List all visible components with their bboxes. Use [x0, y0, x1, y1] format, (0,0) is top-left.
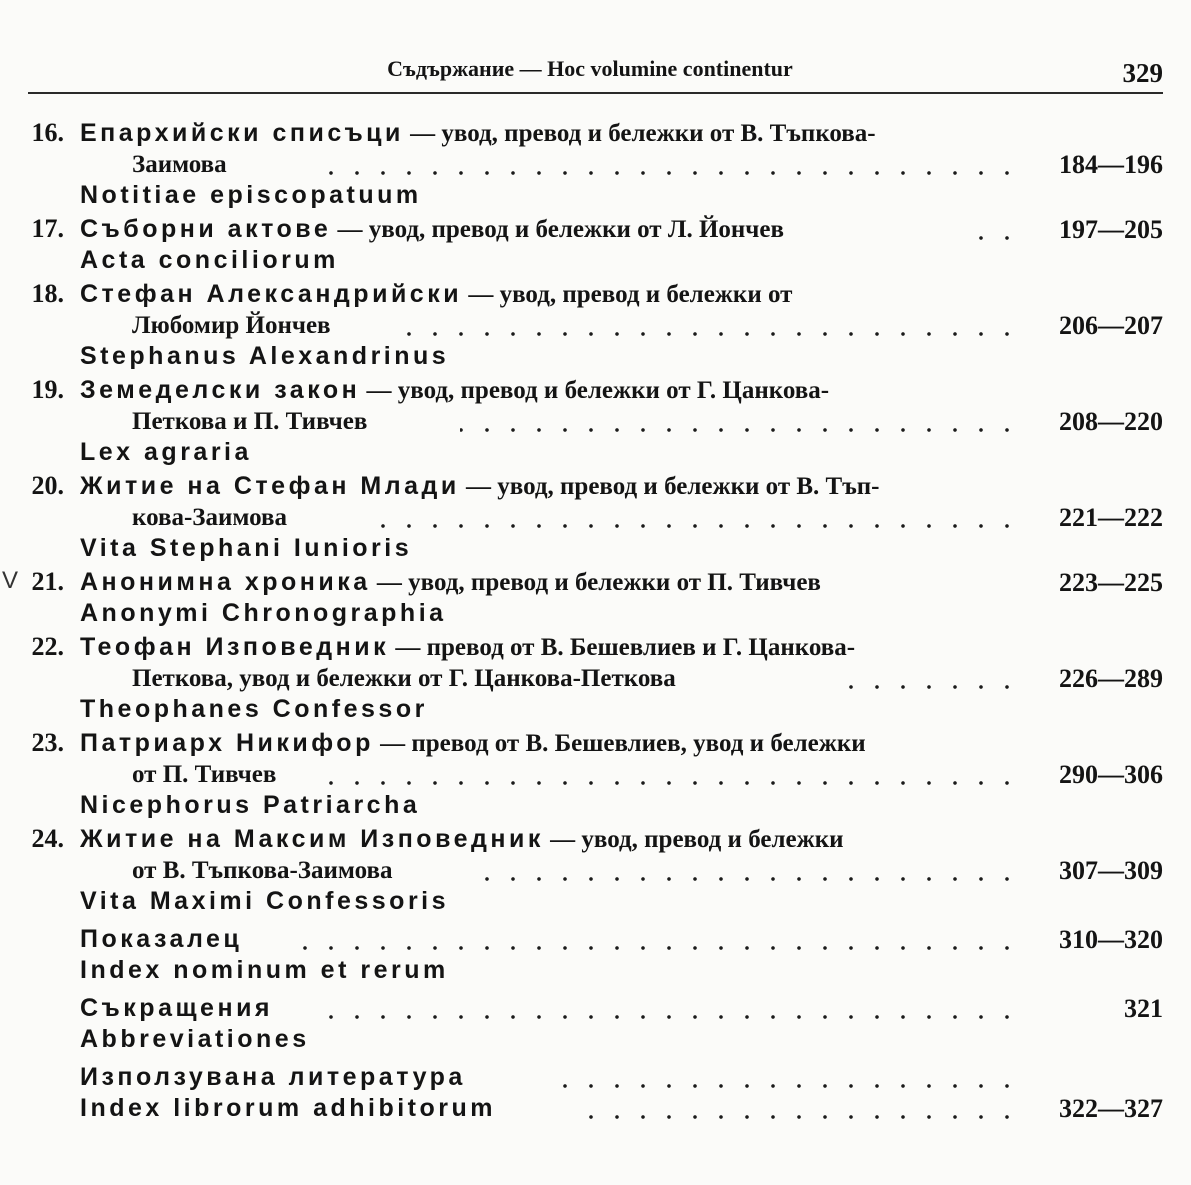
entry-continuation-line	[132, 149, 1020, 180]
entry-pages: 223—225	[1059, 568, 1163, 597]
entry-pages: 321	[1124, 994, 1163, 1023]
entry-description-cont: от П. Тивчев	[132, 761, 277, 788]
dot-leader	[580, 1114, 1020, 1120]
entry-number: 23.	[31, 728, 64, 757]
entry-title: Анонимна хроника	[80, 568, 371, 596]
dot-leader	[370, 523, 1020, 529]
toc-entry-16	[0, 118, 1191, 210]
entry-continuation-line	[132, 502, 1020, 533]
entry-latin-title: Anonymi Chronographia	[80, 599, 447, 627]
dot-leader	[840, 684, 1020, 690]
entry-title-line	[80, 728, 1020, 759]
dot-leader	[480, 876, 1020, 882]
entry-number: 18.	[31, 279, 64, 308]
entry-pages: 206—207	[1059, 311, 1163, 340]
entry-title: Стефан Александрийски	[80, 280, 463, 308]
entry-description: — увод, превод и бележки от Г. Цанкова-	[360, 377, 830, 404]
entry-title-line	[80, 632, 1020, 663]
entry-title: Използувана литература	[80, 1063, 466, 1091]
toc-entry-abbreviations	[0, 993, 1191, 1054]
entry-title-line	[80, 471, 1020, 502]
entry-description-cont: от В. Тъпкова-Заимова	[132, 857, 393, 884]
toc-entry-17	[0, 214, 1191, 275]
toc-entry-21	[0, 567, 1191, 628]
entry-title: Съборни актове	[80, 215, 332, 243]
entry-description: — увод, превод и бележки от П. Тивчев	[370, 569, 821, 596]
entry-title: Показалец	[80, 925, 243, 953]
dot-leader	[968, 235, 1020, 241]
entry-title-line	[80, 567, 1020, 598]
page-number: 329	[1122, 58, 1163, 88]
toc-entry-index	[0, 924, 1191, 985]
dot-leader	[320, 1014, 1020, 1020]
entry-title: Патриарх Никифор	[80, 729, 374, 757]
entry-number: 24.	[31, 824, 64, 853]
entry-title: Епархийски списъци	[80, 119, 404, 147]
entry-pages: 307—309	[1059, 856, 1163, 885]
entry-title: Теофан Изповедник	[80, 633, 390, 661]
entry-latin-title: Lex agraria	[80, 438, 252, 466]
toc-entry-24	[0, 824, 1191, 916]
entry-latin-title: Acta conciliorum	[80, 246, 339, 274]
entry-pages: 208—220	[1059, 407, 1163, 436]
dot-leader	[300, 945, 1020, 951]
entry-latin-title: Theophanes Confessor	[80, 695, 428, 723]
entry-description-cont: Петкова, увод и бележки от Г. Цанкова-Петкова	[132, 665, 676, 692]
margin-mark: V	[2, 567, 19, 594]
entry-description: — превод от В. Бешевлиев и Г. Цанкова-	[389, 634, 856, 661]
entry-continuation-line	[132, 310, 1020, 341]
dot-leader	[320, 780, 1020, 786]
entry-pages: 184—196	[1059, 150, 1163, 179]
entry-title-line	[80, 1062, 1020, 1093]
entry-number: 22.	[31, 632, 64, 661]
entry-description-cont: Заимова	[132, 151, 227, 178]
entry-description: — увод, превод и бележки от В. Тъп-	[459, 473, 880, 500]
entry-number: 19.	[31, 375, 64, 404]
entry-description: — увод, превод и бележки от В. Тъпкова-	[403, 120, 876, 147]
entry-number: 17.	[31, 214, 64, 243]
entry-continuation-line	[132, 855, 1020, 886]
entry-latin-title: Index nominum et rerum	[80, 956, 449, 984]
entry-title-line	[80, 214, 1020, 245]
dot-leader	[460, 427, 1020, 433]
entry-pages: 221—222	[1059, 503, 1163, 532]
entry-continuation-line	[132, 663, 1020, 694]
header-rule	[28, 92, 1163, 94]
entry-pages: 226—289	[1059, 664, 1163, 693]
entry-title-line	[80, 824, 1020, 855]
entry-description: — превод от В. Бешевлиев, увод и бележки	[373, 730, 866, 757]
toc-entry-19	[0, 375, 1191, 467]
entry-latin-title: Stephanus Alexandrinus	[80, 342, 450, 370]
entry-description: — увод, превод и бележки от Л. Йончев	[331, 216, 785, 243]
entry-description: — увод, превод и бележки от	[462, 281, 793, 308]
toc-entry-23	[0, 728, 1191, 820]
entry-latin-title: Vita Maximi Confessoris	[80, 887, 450, 915]
table-of-contents	[0, 118, 1191, 1124]
entry-title-line	[80, 279, 1020, 310]
entry-latin-title: Nicephorus Patriarcha	[80, 791, 421, 819]
entry-latin-title: Vita Stephani Iunioris	[80, 534, 413, 562]
entry-title-line	[80, 924, 1020, 955]
entry-title-line	[80, 993, 1020, 1024]
entry-continuation-line	[132, 759, 1020, 790]
toc-entry-20	[0, 471, 1191, 563]
entry-description-cont: Любомир Йончев	[132, 312, 331, 339]
entry-number: 20.	[31, 471, 64, 500]
entry-number: 21.	[31, 567, 64, 596]
entry-latin-title: Abbreviationes	[80, 1025, 310, 1053]
entry-description-cont: кова-Заимова	[132, 504, 287, 531]
dot-leader	[400, 331, 1020, 337]
entry-pages: 322—327	[1059, 1094, 1163, 1123]
entry-latin-line	[80, 1093, 1020, 1124]
dot-leader	[560, 1083, 1020, 1089]
entry-title: Житие на Максим Изповедник	[80, 825, 544, 853]
entry-latin-title: Notitiae episcopatuum	[80, 181, 422, 209]
entry-title: Житие на Стефан Млади	[80, 472, 460, 500]
entry-pages: 197—205	[1059, 215, 1163, 244]
toc-entry-bibliography	[0, 1062, 1191, 1124]
entry-pages: 290—306	[1059, 760, 1163, 789]
entry-number: 16.	[31, 118, 64, 147]
toc-entry-18	[0, 279, 1191, 371]
entry-latin-title: Index librorum adhibitorum	[80, 1094, 497, 1122]
entry-title-line	[80, 375, 1020, 406]
entry-continuation-line	[132, 406, 1020, 437]
entry-description: — увод, превод и бележки	[543, 826, 844, 853]
entry-description-cont: Петкова и П. Тивчев	[132, 408, 368, 435]
dot-leader	[320, 170, 1020, 176]
entry-title: Земеделски закон	[80, 376, 361, 404]
running-head	[0, 52, 1191, 92]
entry-title: Съкращения	[80, 994, 274, 1022]
running-title: Съдържание — Hoc volumine continentur	[387, 56, 793, 81]
entry-title-line	[80, 118, 1020, 149]
entry-pages: 310—320	[1059, 925, 1163, 954]
toc-entry-22	[0, 632, 1191, 724]
